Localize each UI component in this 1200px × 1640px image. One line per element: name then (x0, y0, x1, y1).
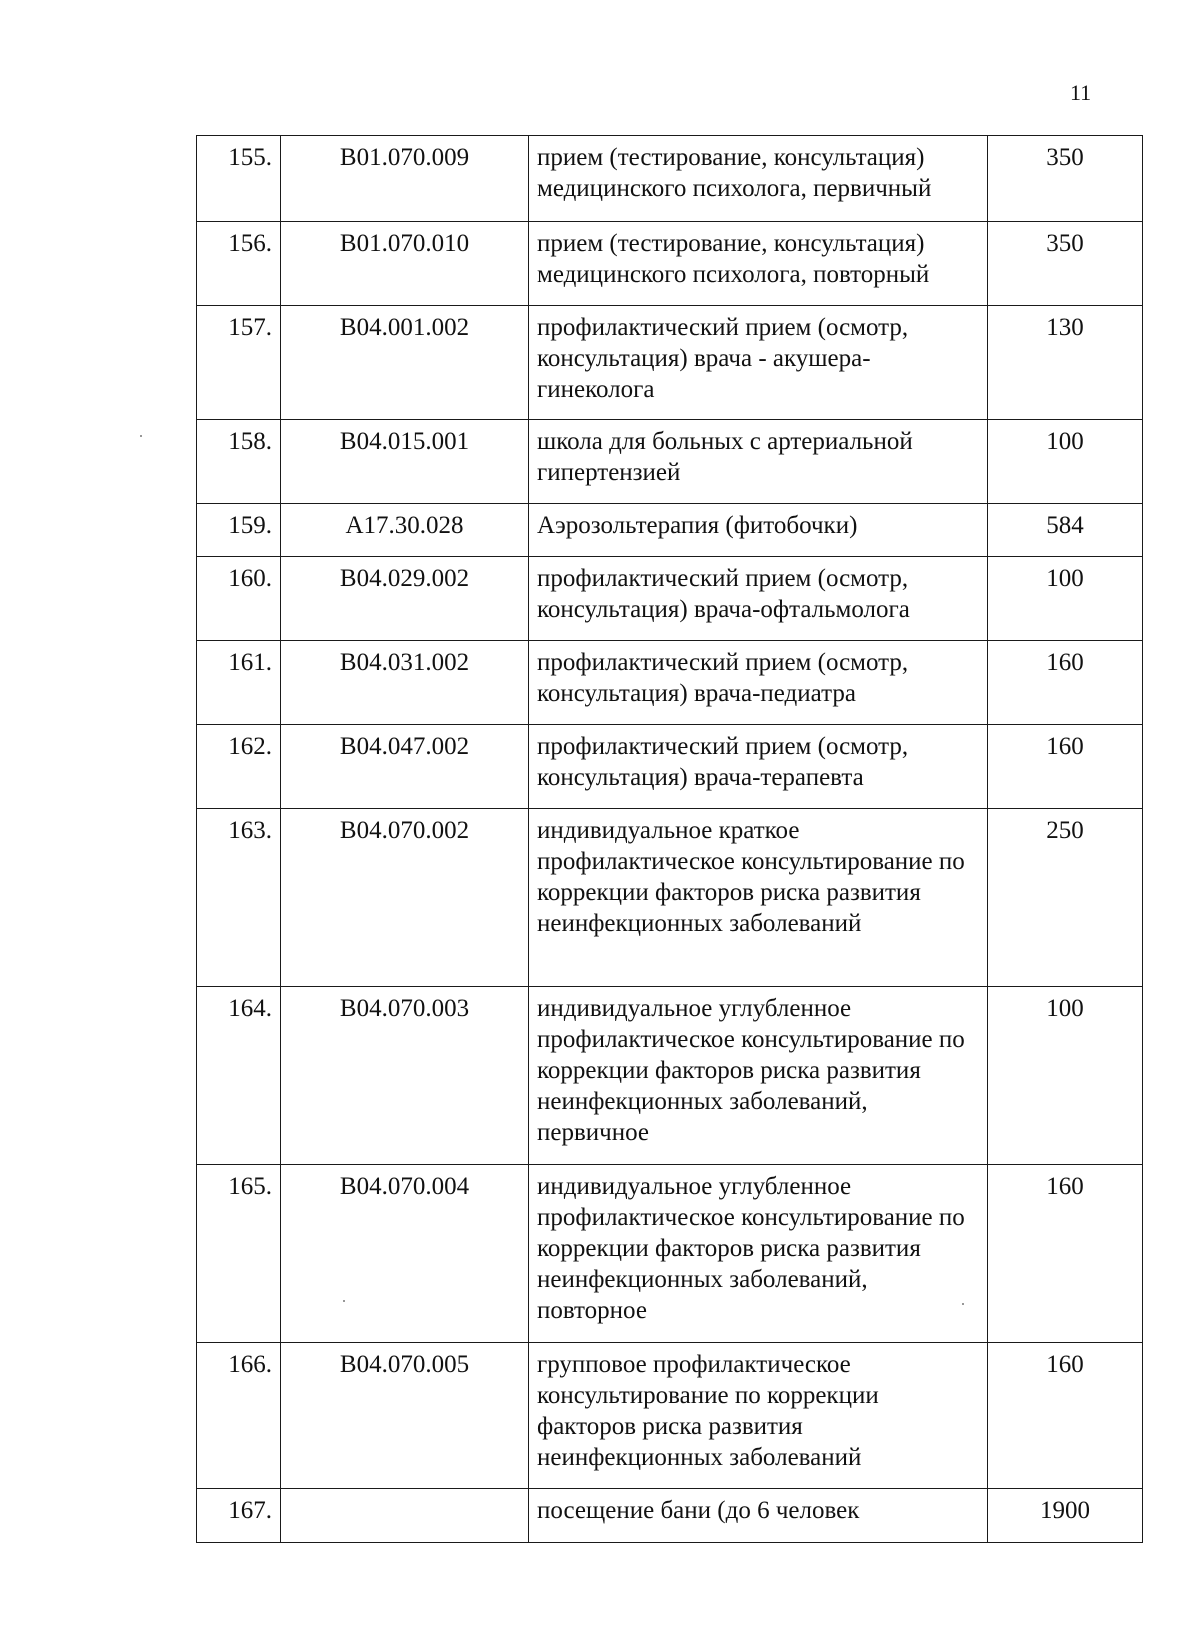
service-price: 250 (988, 809, 1143, 987)
service-price: 350 (988, 136, 1143, 222)
table-row (197, 725, 1143, 809)
service-code: B01.070.009 (281, 136, 529, 222)
row-number: 166. (197, 1343, 281, 1489)
row-number: 155. (197, 136, 281, 222)
service-name: прием (тестирование, консультация) медицинского психолога, повторный (529, 222, 988, 306)
row-number: 158. (197, 420, 281, 504)
row-number: 157. (197, 306, 281, 420)
service-name: Аэрозольтерапия (фитобочки) (529, 504, 988, 557)
scan-speck (140, 435, 142, 437)
service-name: индивидуальное углубленное профилактическое консультирование по коррекции факторов риска развития неинфекционных заболеваний, повторное (529, 1165, 988, 1343)
table-row (197, 809, 1143, 987)
table-row (197, 987, 1143, 1165)
service-code: B04.070.002 (281, 809, 529, 987)
service-code: B04.029.002 (281, 557, 529, 641)
service-name: профилактический прием (осмотр, консультация) врача-педиатра (529, 641, 988, 725)
service-name: профилактический прием (осмотр, консультация) врача-терапевта (529, 725, 988, 809)
service-code: B04.001.002 (281, 306, 529, 420)
service-name: прием (тестирование, консультация) медицинского психолога, первичный (529, 136, 988, 222)
service-name: индивидуальное краткое профилактическое консультирование по коррекции факторов риска развития неинфекционных заболеваний (529, 809, 988, 987)
service-name: групповое профилактическое консультирование по коррекции факторов риска развития неинфекционных заболеваний (529, 1343, 988, 1489)
row-number: 156. (197, 222, 281, 306)
service-price: 350 (988, 222, 1143, 306)
row-number: 163. (197, 809, 281, 987)
table-row (197, 222, 1143, 306)
service-name: индивидуальное углубленное профилактическое консультирование по коррекции факторов риска развития неинфекционных заболеваний, первичное (529, 987, 988, 1165)
service-code: B04.031.002 (281, 641, 529, 725)
service-price: 584 (988, 504, 1143, 557)
service-name: профилактический прием (осмотр, консультация) врача-офтальмолога (529, 557, 988, 641)
service-price: 100 (988, 557, 1143, 641)
table-row (197, 1343, 1143, 1489)
service-code: B04.070.003 (281, 987, 529, 1165)
table-row (197, 306, 1143, 420)
scan-speck (962, 1303, 964, 1305)
table-row (197, 420, 1143, 504)
table-row (197, 136, 1143, 222)
row-number: 160. (197, 557, 281, 641)
row-number: 162. (197, 725, 281, 809)
page-number: 11 (1070, 80, 1092, 105)
table-row (197, 557, 1143, 641)
service-price: 100 (988, 987, 1143, 1165)
row-number: 159. (197, 504, 281, 557)
service-price: 160 (988, 1343, 1143, 1489)
scan-speck (343, 1300, 345, 1302)
service-name: школа для больных с артериальной гипертензией (529, 420, 988, 504)
service-name: посещение бани (до 6 человек (529, 1489, 988, 1543)
service-code: B04.070.005 (281, 1343, 529, 1489)
price-table (196, 135, 1143, 1543)
service-price: 160 (988, 725, 1143, 809)
service-code: B04.047.002 (281, 725, 529, 809)
row-number: 167. (197, 1489, 281, 1543)
row-number: 161. (197, 641, 281, 725)
service-price: 100 (988, 420, 1143, 504)
service-price: 1900 (988, 1489, 1143, 1543)
service-price: 160 (988, 641, 1143, 725)
service-code: B04.015.001 (281, 420, 529, 504)
service-code: B01.070.010 (281, 222, 529, 306)
service-price: 130 (988, 306, 1143, 420)
table-row (197, 504, 1143, 557)
row-number: 165. (197, 1165, 281, 1343)
table-row (197, 1165, 1143, 1343)
service-name: профилактический прием (осмотр, консультация) врача - акушера-гинеколога (529, 306, 988, 420)
price-table-body (197, 136, 1143, 1543)
table-row (197, 641, 1143, 725)
service-code (281, 1489, 529, 1543)
row-number: 164. (197, 987, 281, 1165)
service-code: B04.070.004 (281, 1165, 529, 1343)
service-code: A17.30.028 (281, 504, 529, 557)
service-price: 160 (988, 1165, 1143, 1343)
table-row (197, 1489, 1143, 1543)
